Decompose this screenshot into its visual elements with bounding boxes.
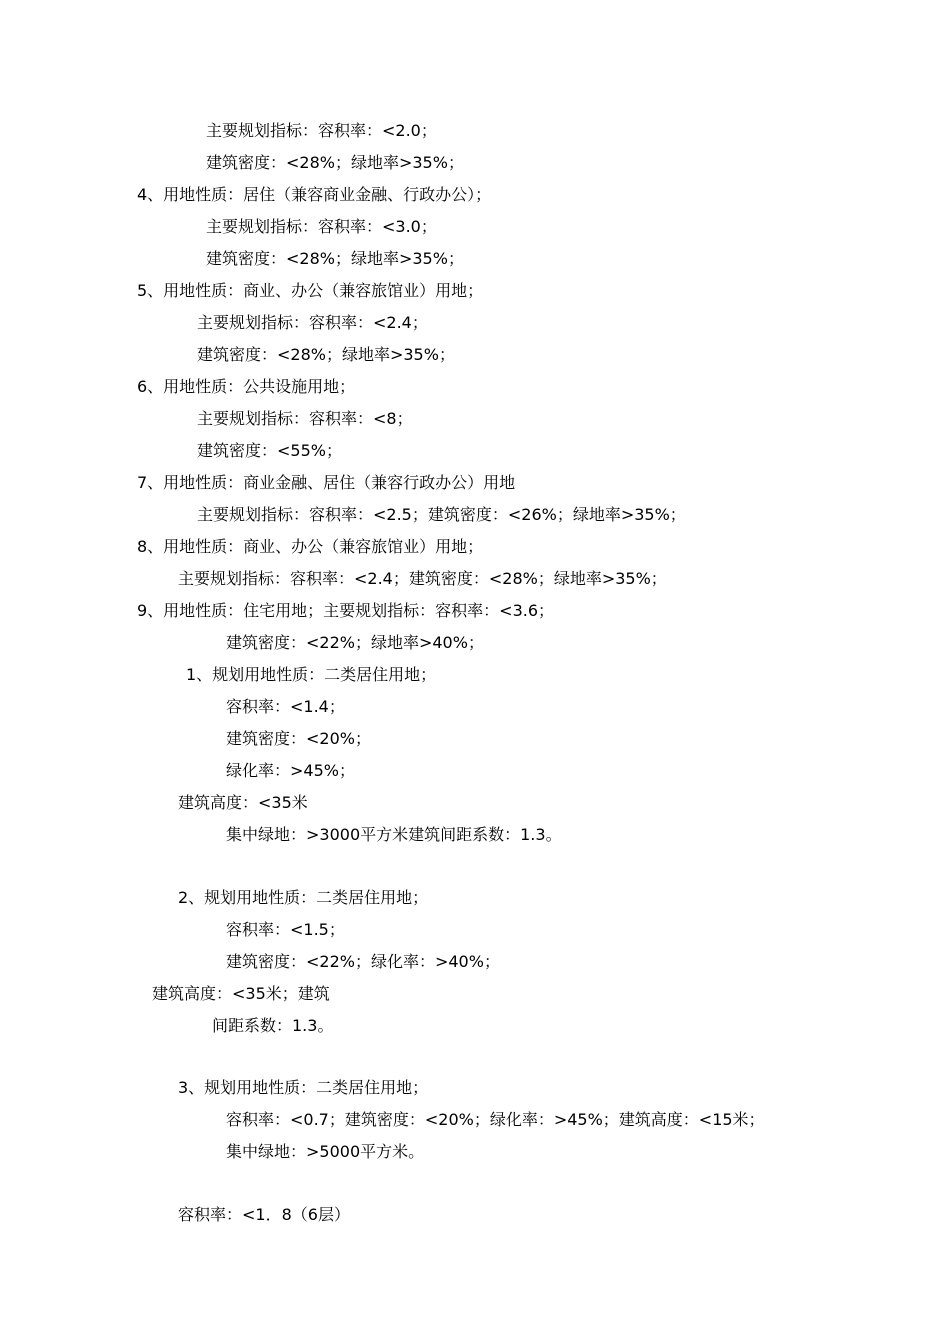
text-line: 9、用地性质：住宅用地；主要规划指标：容积率：<3.6； xyxy=(137,601,555,620)
text-line: 建筑高度：<35米；建筑 xyxy=(152,984,330,1003)
text-line: 7、用地性质：商业金融、居住（兼容行政办公）用地 xyxy=(137,473,516,492)
text-line: 建筑密度：<20%； xyxy=(226,729,371,748)
text-line: 建筑密度：<55%； xyxy=(197,441,342,460)
text-line: 建筑密度：<22%；绿化率：>40%； xyxy=(226,952,500,971)
text-line: 建筑密度：<28%；绿地率>35%； xyxy=(206,153,464,172)
text-line: 1、规划用地性质：二类居住用地； xyxy=(186,665,437,684)
text-line: 2、规划用地性质：二类居住用地； xyxy=(178,888,429,907)
text-line: 容积率：<1.5； xyxy=(226,920,345,939)
text-line: 主要规划指标：容积率：<2.5；建筑密度：<26%；绿地率>35%； xyxy=(197,505,686,524)
text-line: 3、规划用地性质：二类居住用地； xyxy=(178,1078,429,1097)
text-line: 5、用地性质：商业、办公（兼容旅馆业）用地； xyxy=(137,281,484,300)
text-line: 主要规划指标：容积率：<3.0； xyxy=(206,217,437,236)
text-line: 集中绿地：>3000平方米建筑间距系数：1.3。 xyxy=(226,825,562,844)
text-line: 主要规划指标：容积率：<2.4；建筑密度：<28%；绿地率>35%； xyxy=(178,569,667,588)
text-line: 容积率：<0.7；建筑密度：<20%；绿化率：>45%；建筑高度：<15米； xyxy=(226,1110,765,1129)
text-line: 4、用地性质：居住（兼容商业金融、行政办公）； xyxy=(137,185,492,204)
text-line: 建筑高度：<35米 xyxy=(178,793,308,812)
text-line: 建筑密度：<28%；绿地率>35%； xyxy=(206,249,464,268)
text-line: 容积率：<1．8（6层） xyxy=(178,1205,350,1224)
text-line: 主要规划指标：容积率：<8； xyxy=(197,409,413,428)
text-line: 主要规划指标：容积率：<2.4； xyxy=(197,313,428,332)
text-line: 绿化率：>45%； xyxy=(226,761,355,780)
text-line: 间距系数：1.3。 xyxy=(212,1016,334,1035)
text-line: 8、用地性质：商业、办公（兼容旅馆业）用地； xyxy=(137,537,484,556)
text-line: 建筑密度：<28%；绿地率>35%； xyxy=(197,345,455,364)
text-line: 建筑密度：<22%；绿地率>40%； xyxy=(226,633,484,652)
text-line: 6、用地性质：公共设施用地； xyxy=(137,377,356,396)
text-line: 集中绿地：>5000平方米。 xyxy=(226,1142,425,1161)
text-line: 容积率：<1.4； xyxy=(226,697,345,716)
text-line: 主要规划指标：容积率：<2.0； xyxy=(206,121,437,140)
